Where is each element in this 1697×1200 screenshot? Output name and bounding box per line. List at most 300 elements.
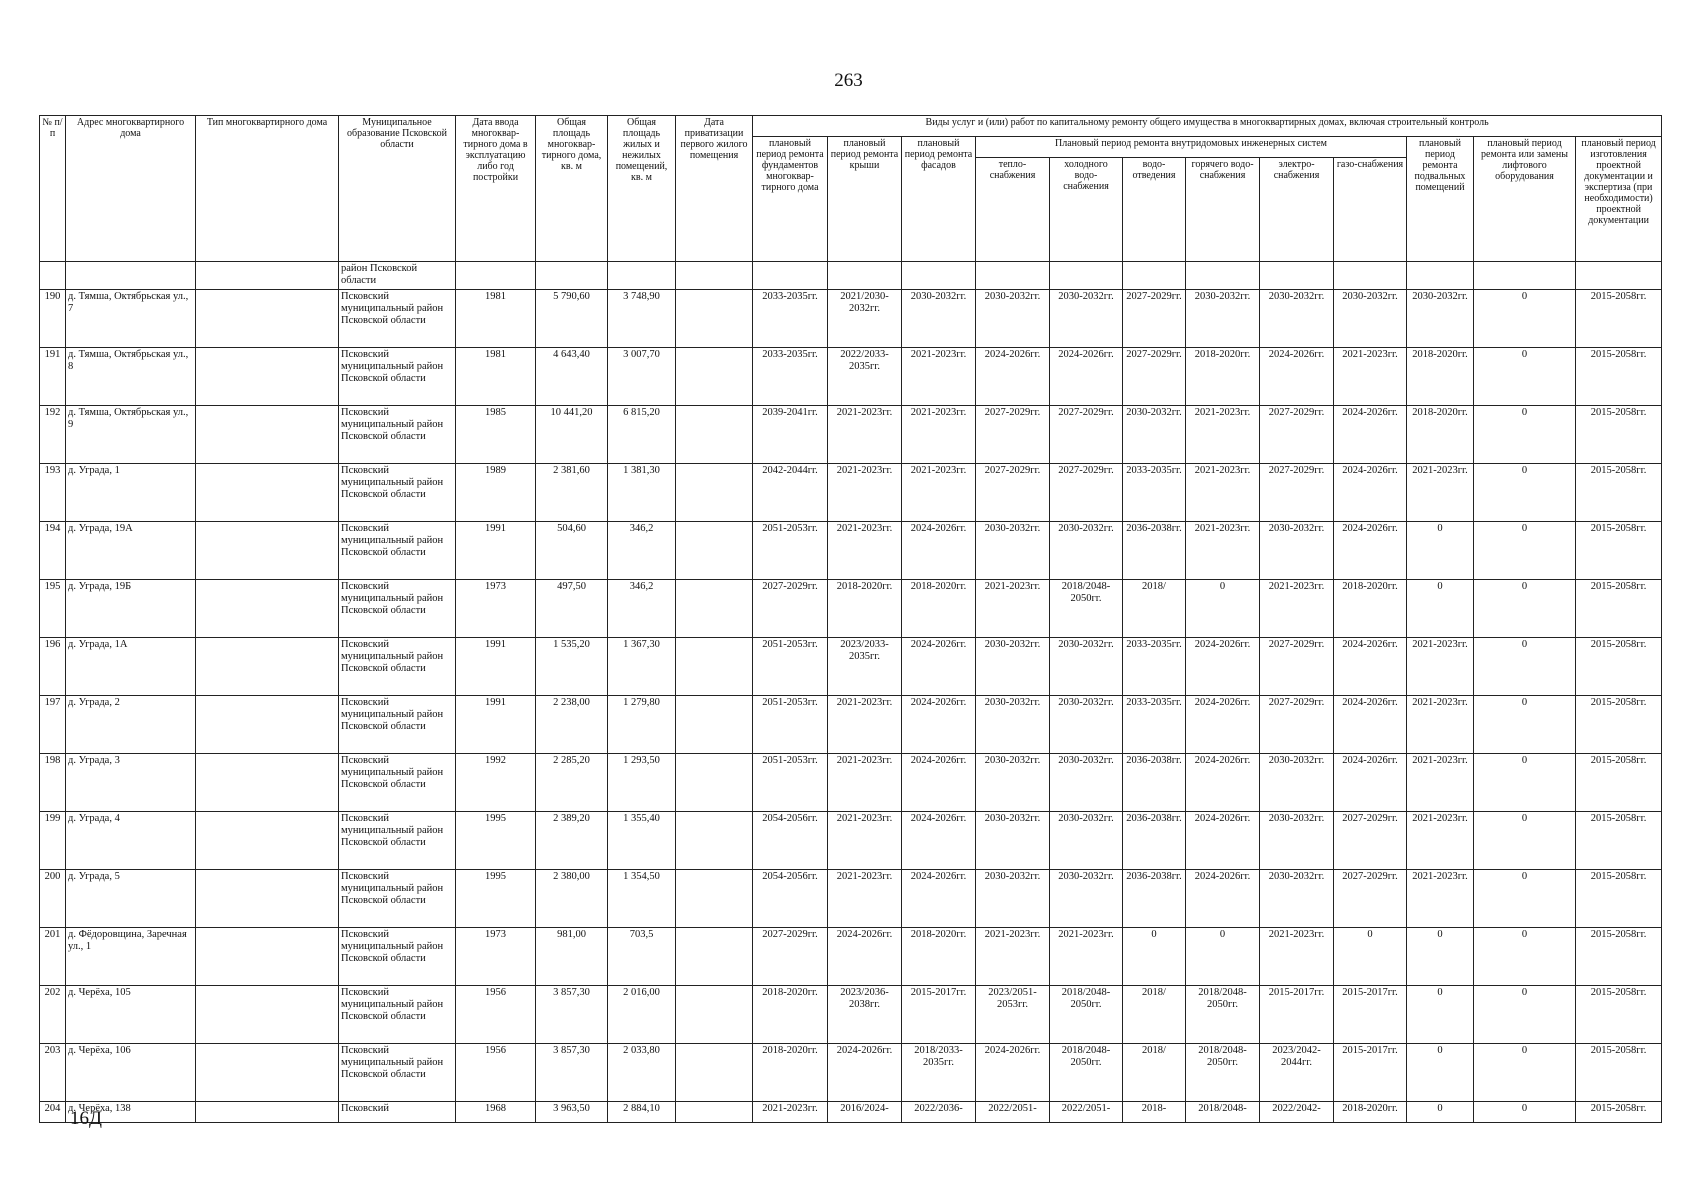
row-number: 200 [40, 870, 66, 928]
row-foundation: 2018-2020гг. [753, 986, 828, 1044]
row-roof: 2016/2024- [828, 1102, 902, 1123]
row-number: 192 [40, 406, 66, 464]
continuation-municipality: район Псковской области [339, 262, 456, 290]
row-hot-water: 2021-2023гг. [1186, 406, 1260, 464]
header-elevator: плановый период ремонта или замены лифтового оборудования [1474, 137, 1576, 262]
row-cold-water: 2021-2023гг. [1050, 928, 1123, 986]
row-number: 203 [40, 1044, 66, 1102]
row-foundation: 2042-2044гг. [753, 464, 828, 522]
row-heat: 2023/2051-2053гг. [976, 986, 1050, 1044]
row-type [196, 754, 339, 812]
row-cold-water: 2030-2032гг. [1050, 870, 1123, 928]
header-total-area: Общая площадь многоквар-тирного дома, кв. м [536, 116, 608, 262]
row-roof: 2021-2023гг. [828, 696, 902, 754]
row-premises-area: 1 381,30 [608, 464, 676, 522]
row-foundation: 2051-2053гг. [753, 754, 828, 812]
row-type [196, 638, 339, 696]
row-elevator: 0 [1474, 464, 1576, 522]
row-hot-water: 2018/2048-2050гг. [1186, 986, 1260, 1044]
row-number: 193 [40, 464, 66, 522]
row-number: 191 [40, 348, 66, 406]
row-address: д. Фёдоровщина, Заречная ул., 1 [66, 928, 196, 986]
row-design-docs: 2015-2058гг. [1576, 406, 1662, 464]
row-cold-water: 2027-2029гг. [1050, 464, 1123, 522]
row-type [196, 986, 339, 1044]
row-design-docs: 2015-2058гг. [1576, 464, 1662, 522]
row-type [196, 1102, 339, 1123]
header-facade: плановый период ремонта фасадов [902, 137, 976, 262]
row-gas: 2024-2026гг. [1334, 464, 1407, 522]
row-basement: 2018-2020гг. [1407, 406, 1474, 464]
table-row [40, 986, 1662, 1044]
row-gas: 2015-2017гг. [1334, 1044, 1407, 1102]
row-hot-water: 2024-2026гг. [1186, 696, 1260, 754]
row-roof: 2021-2023гг. [828, 754, 902, 812]
row-premises-area: 1 354,50 [608, 870, 676, 928]
row-cold-water: 2030-2032гг. [1050, 812, 1123, 870]
row-gas: 0 [1334, 928, 1407, 986]
row-hot-water: 2018/2048-2050гг. [1186, 1044, 1260, 1102]
row-basement: 2021-2023гг. [1407, 464, 1474, 522]
row-municipality: Псковский муниципальный район Псковской области [339, 986, 456, 1044]
row-heat: 2030-2032гг. [976, 290, 1050, 348]
row-premises-area: 1 293,50 [608, 754, 676, 812]
row-cold-water: 2030-2032гг. [1050, 754, 1123, 812]
row-number: 194 [40, 522, 66, 580]
row-premises-area: 3 007,70 [608, 348, 676, 406]
row-type [196, 928, 339, 986]
header-works-group: Виды услуг и (или) работ по капитальному ремонту общего имущества в многоквартирных домах, включая строительный контроль [753, 116, 1662, 137]
row-sewer: 2018- [1123, 1102, 1186, 1123]
row-total-area: 3 963,50 [536, 1102, 608, 1123]
row-hot-water: 0 [1186, 928, 1260, 986]
row-basement: 2021-2023гг. [1407, 754, 1474, 812]
row-facade: 2024-2026гг. [902, 870, 976, 928]
row-privatization [676, 870, 753, 928]
row-year: 1956 [456, 986, 536, 1044]
row-elevator: 0 [1474, 406, 1576, 464]
table-row [40, 754, 1662, 812]
row-premises-area: 1 367,30 [608, 638, 676, 696]
row-design-docs: 2015-2058гг. [1576, 754, 1662, 812]
row-privatization [676, 754, 753, 812]
row-total-area: 5 790,60 [536, 290, 608, 348]
table-row [40, 1044, 1662, 1102]
row-hot-water: 2021-2023гг. [1186, 464, 1260, 522]
header-municipality: Муниципальное образование Псковской области [339, 116, 456, 262]
row-design-docs: 2015-2058гг. [1576, 986, 1662, 1044]
table-row [40, 638, 1662, 696]
row-design-docs: 2015-2058гг. [1576, 1102, 1662, 1123]
row-municipality: Псковский [339, 1102, 456, 1123]
row-foundation: 2027-2029гг. [753, 928, 828, 986]
row-foundation: 2033-2035гг. [753, 348, 828, 406]
row-gas: 2018-2020гг. [1334, 1102, 1407, 1123]
row-gas: 2024-2026гг. [1334, 638, 1407, 696]
row-basement: 0 [1407, 1044, 1474, 1102]
row-facade: 2024-2026гг. [902, 754, 976, 812]
header-cold-water: холодного водо-снабжения [1050, 158, 1123, 262]
row-municipality: Псковский муниципальный район Псковской области [339, 870, 456, 928]
row-heat: 2030-2032гг. [976, 696, 1050, 754]
row-roof: 2021-2023гг. [828, 812, 902, 870]
row-total-area: 1 535,20 [536, 638, 608, 696]
row-sewer: 2033-2035гг. [1123, 464, 1186, 522]
row-total-area: 981,00 [536, 928, 608, 986]
row-sewer: 2036-2038гг. [1123, 754, 1186, 812]
table-row [40, 348, 1662, 406]
row-gas: 2024-2026гг. [1334, 522, 1407, 580]
row-address: д. Уграда, 19А [66, 522, 196, 580]
row-facade: 2021-2023гг. [902, 464, 976, 522]
header-roof: плановый период ремонта крыши [828, 137, 902, 262]
row-basement: 2021-2023гг. [1407, 638, 1474, 696]
row-facade: 2030-2032гг. [902, 290, 976, 348]
row-privatization [676, 290, 753, 348]
row-gas: 2024-2026гг. [1334, 406, 1407, 464]
row-year: 1991 [456, 696, 536, 754]
row-roof: 2023/2033-2035гг. [828, 638, 902, 696]
row-number: 197 [40, 696, 66, 754]
row-premises-area: 1 279,80 [608, 696, 676, 754]
row-electric: 2030-2032гг. [1260, 522, 1334, 580]
row-total-area: 2 238,00 [536, 696, 608, 754]
row-gas: 2018-2020гг. [1334, 580, 1407, 638]
row-elevator: 0 [1474, 812, 1576, 870]
row-heat: 2030-2032гг. [976, 638, 1050, 696]
row-municipality: Псковский муниципальный район Псковской области [339, 522, 456, 580]
row-foundation: 2039-2041гг. [753, 406, 828, 464]
row-electric: 2015-2017гг. [1260, 986, 1334, 1044]
row-gas: 2030-2032гг. [1334, 290, 1407, 348]
header-gas: газо-снабжения [1334, 158, 1407, 262]
row-design-docs: 2015-2058гг. [1576, 928, 1662, 986]
row-electric: 2030-2032гг. [1260, 870, 1334, 928]
row-type [196, 406, 339, 464]
row-hot-water: 2021-2023гг. [1186, 522, 1260, 580]
row-roof: 2021-2023гг. [828, 870, 902, 928]
row-electric: 2030-2032гг. [1260, 812, 1334, 870]
row-elevator: 0 [1474, 986, 1576, 1044]
row-number: 204 [40, 1102, 66, 1123]
row-cold-water: 2018/2048-2050гг. [1050, 986, 1123, 1044]
row-type [196, 870, 339, 928]
table-row [40, 406, 1662, 464]
header-type: Тип многоквартирного дома [196, 116, 339, 262]
row-cold-water: 2018/2048-2050гг. [1050, 580, 1123, 638]
row-elevator: 0 [1474, 696, 1576, 754]
row-electric: 2030-2032гг. [1260, 290, 1334, 348]
row-year: 1995 [456, 812, 536, 870]
row-heat: 2021-2023гг. [976, 580, 1050, 638]
row-design-docs: 2015-2058гг. [1576, 348, 1662, 406]
row-type [196, 812, 339, 870]
row-sewer: 0 [1123, 928, 1186, 986]
row-elevator: 0 [1474, 290, 1576, 348]
header-num: № п/п [40, 116, 66, 262]
row-privatization [676, 348, 753, 406]
row-sewer: 2018/ [1123, 580, 1186, 638]
row-cold-water: 2027-2029гг. [1050, 406, 1123, 464]
row-total-area: 10 441,20 [536, 406, 608, 464]
row-total-area: 2 389,20 [536, 812, 608, 870]
row-premises-area: 703,5 [608, 928, 676, 986]
row-foundation: 2033-2035гг. [753, 290, 828, 348]
row-total-area: 2 381,60 [536, 464, 608, 522]
table-row [40, 870, 1662, 928]
row-design-docs: 2015-2058гг. [1576, 870, 1662, 928]
row-number: 202 [40, 986, 66, 1044]
row-basement: 0 [1407, 928, 1474, 986]
row-sewer: 2027-2029гг. [1123, 348, 1186, 406]
row-heat: 2027-2029гг. [976, 464, 1050, 522]
row-heat: 2030-2032гг. [976, 870, 1050, 928]
row-basement: 2018-2020гг. [1407, 348, 1474, 406]
row-privatization [676, 1044, 753, 1102]
row-sewer: 2033-2035гг. [1123, 638, 1186, 696]
row-roof: 2022/2033-2035гг. [828, 348, 902, 406]
row-year: 1989 [456, 464, 536, 522]
row-privatization [676, 464, 753, 522]
row-municipality: Псковский муниципальный район Псковской области [339, 812, 456, 870]
row-facade: 2024-2026гг. [902, 638, 976, 696]
row-municipality: Псковский муниципальный район Псковской области [339, 696, 456, 754]
row-hot-water: 2018-2020гг. [1186, 348, 1260, 406]
row-electric: 2022/2042- [1260, 1102, 1334, 1123]
header-commissioning: Дата ввода многоквар-тирного дома в эксплуатацию либо год постройки [456, 116, 536, 262]
row-sewer: 2018/ [1123, 1044, 1186, 1102]
row-foundation: 2051-2053гг. [753, 638, 828, 696]
row-privatization [676, 696, 753, 754]
row-elevator: 0 [1474, 638, 1576, 696]
row-sewer: 2033-2035гг. [1123, 696, 1186, 754]
row-year: 1956 [456, 1044, 536, 1102]
row-facade: 2018-2020гг. [902, 928, 976, 986]
row-cold-water: 2030-2032гг. [1050, 522, 1123, 580]
row-premises-area: 346,2 [608, 522, 676, 580]
header-address: Адрес многоквартирного дома [66, 116, 196, 262]
row-premises-area: 2 016,00 [608, 986, 676, 1044]
row-elevator: 0 [1474, 348, 1576, 406]
row-foundation: 2051-2053гг. [753, 696, 828, 754]
row-hot-water: 2024-2026гг. [1186, 870, 1260, 928]
row-cold-water: 2030-2032гг. [1050, 696, 1123, 754]
row-privatization [676, 638, 753, 696]
row-year: 1991 [456, 522, 536, 580]
row-year: 1973 [456, 580, 536, 638]
row-roof: 2021-2023гг. [828, 522, 902, 580]
row-elevator: 0 [1474, 870, 1576, 928]
row-design-docs: 2015-2058гг. [1576, 812, 1662, 870]
row-premises-area: 2 884,10 [608, 1102, 676, 1123]
row-premises-area: 3 748,90 [608, 290, 676, 348]
row-address: д. Уграда, 5 [66, 870, 196, 928]
row-foundation: 2027-2029гг. [753, 580, 828, 638]
row-address: д. Черёха, 105 [66, 986, 196, 1044]
row-elevator: 0 [1474, 754, 1576, 812]
row-roof: 2021-2023гг. [828, 406, 902, 464]
row-roof: 2023/2036-2038гг. [828, 986, 902, 1044]
row-sewer: 2018/ [1123, 986, 1186, 1044]
row-elevator: 0 [1474, 1044, 1576, 1102]
row-roof: 2021/2030-2032гг. [828, 290, 902, 348]
row-sewer: 2036-2038гг. [1123, 522, 1186, 580]
header-privatization: Дата приватизации первого жилого помещения [676, 116, 753, 262]
row-premises-area: 2 033,80 [608, 1044, 676, 1102]
row-type [196, 290, 339, 348]
row-facade: 2018/2033-2035гг. [902, 1044, 976, 1102]
capital-repair-table [39, 115, 1662, 1123]
row-address: д. Уграда, 2 [66, 696, 196, 754]
row-year: 1985 [456, 406, 536, 464]
row-foundation: 2051-2053гг. [753, 522, 828, 580]
row-privatization [676, 928, 753, 986]
row-number: 201 [40, 928, 66, 986]
row-design-docs: 2015-2058гг. [1576, 522, 1662, 580]
row-cold-water: 2022/2051- [1050, 1102, 1123, 1123]
row-type [196, 522, 339, 580]
header-sewer: водо-отведения [1123, 158, 1186, 262]
row-facade: 2015-2017гг. [902, 986, 976, 1044]
row-address: д. Уграда, 19Б [66, 580, 196, 638]
row-facade: 2018-2020гг. [902, 580, 976, 638]
row-basement: 2021-2023гг. [1407, 870, 1474, 928]
row-privatization [676, 406, 753, 464]
footer-mark: 16Д [70, 1108, 102, 1129]
page-number: 263 [834, 70, 863, 91]
row-heat: 2030-2032гг. [976, 522, 1050, 580]
table-row [40, 464, 1662, 522]
row-electric: 2024-2026гг. [1260, 348, 1334, 406]
header-basement: плановый период ремонта подвальных помещений [1407, 137, 1474, 262]
row-total-area: 3 857,30 [536, 1044, 608, 1102]
row-roof: 2018-2020гг. [828, 580, 902, 638]
row-year: 1981 [456, 290, 536, 348]
row-type [196, 464, 339, 522]
header-heat: тепло-снабжения [976, 158, 1050, 262]
row-cold-water: 2030-2032гг. [1050, 638, 1123, 696]
row-gas: 2027-2029гг. [1334, 812, 1407, 870]
row-hot-water: 2024-2026гг. [1186, 812, 1260, 870]
row-year: 1991 [456, 638, 536, 696]
row-privatization [676, 1102, 753, 1123]
row-total-area: 2 285,20 [536, 754, 608, 812]
row-municipality: Псковский муниципальный район Псковской области [339, 638, 456, 696]
row-foundation: 2021-2023гг. [753, 1102, 828, 1123]
row-type [196, 348, 339, 406]
row-number: 190 [40, 290, 66, 348]
row-sewer: 2036-2038гг. [1123, 812, 1186, 870]
row-basement: 0 [1407, 522, 1474, 580]
table-row [40, 812, 1662, 870]
row-electric: 2021-2023гг. [1260, 928, 1334, 986]
row-facade: 2024-2026гг. [902, 812, 976, 870]
row-electric: 2027-2029гг. [1260, 464, 1334, 522]
row-number: 199 [40, 812, 66, 870]
row-municipality: Псковский муниципальный район Псковской области [339, 464, 456, 522]
table-row [40, 522, 1662, 580]
row-basement: 2021-2023гг. [1407, 812, 1474, 870]
row-gas: 2024-2026гг. [1334, 754, 1407, 812]
row-type [196, 1044, 339, 1102]
row-privatization [676, 986, 753, 1044]
row-foundation: 2054-2056гг. [753, 812, 828, 870]
row-cold-water: 2030-2032гг. [1050, 290, 1123, 348]
row-heat: 2022/2051- [976, 1102, 1050, 1123]
row-address: д. Тямша, Октябрьская ул., 8 [66, 348, 196, 406]
row-basement: 0 [1407, 1102, 1474, 1123]
row-design-docs: 2015-2058гг. [1576, 1044, 1662, 1102]
row-address: д. Уграда, 4 [66, 812, 196, 870]
row-municipality: Псковский муниципальный район Псковской области [339, 928, 456, 986]
row-elevator: 0 [1474, 928, 1576, 986]
row-facade: 2024-2026гг. [902, 696, 976, 754]
row-design-docs: 2015-2058гг. [1576, 580, 1662, 638]
row-total-area: 504,60 [536, 522, 608, 580]
row-address: д. Тямша, Октябрьская ул., 9 [66, 406, 196, 464]
row-basement: 2030-2032гг. [1407, 290, 1474, 348]
header-systems-group: Плановый период ремонта внутридомовых инженерных систем [976, 137, 1407, 158]
row-facade: 2021-2023гг. [902, 406, 976, 464]
row-foundation: 2054-2056гг. [753, 870, 828, 928]
row-municipality: Псковский муниципальный район Псковской области [339, 290, 456, 348]
row-premises-area: 1 355,40 [608, 812, 676, 870]
row-gas: 2015-2017гг. [1334, 986, 1407, 1044]
row-address: д. Уграда, 3 [66, 754, 196, 812]
row-gas: 2021-2023гг. [1334, 348, 1407, 406]
row-electric: 2023/2042-2044гг. [1260, 1044, 1334, 1102]
row-heat: 2024-2026гг. [976, 348, 1050, 406]
row-heat: 2030-2032гг. [976, 754, 1050, 812]
row-cold-water: 2018/2048-2050гг. [1050, 1044, 1123, 1102]
row-heat: 2027-2029гг. [976, 406, 1050, 464]
row-premises-area: 346,2 [608, 580, 676, 638]
row-gas: 2024-2026гг. [1334, 696, 1407, 754]
row-hot-water: 0 [1186, 580, 1260, 638]
row-year: 1992 [456, 754, 536, 812]
row-address: д. Тямша, Октябрьская ул., 7 [66, 290, 196, 348]
row-sewer: 2030-2032гг. [1123, 406, 1186, 464]
row-basement: 2021-2023гг. [1407, 696, 1474, 754]
continuation-row [40, 262, 1662, 290]
row-design-docs: 2015-2058гг. [1576, 290, 1662, 348]
row-heat: 2024-2026гг. [976, 1044, 1050, 1102]
header-foundation: плановый период ремонта фундаментов многоквар-тирного дома [753, 137, 828, 262]
row-sewer: 2027-2029гг. [1123, 290, 1186, 348]
row-hot-water: 2018/2048- [1186, 1102, 1260, 1123]
row-number: 196 [40, 638, 66, 696]
row-cold-water: 2024-2026гг. [1050, 348, 1123, 406]
row-heat: 2021-2023гг. [976, 928, 1050, 986]
row-foundation: 2018-2020гг. [753, 1044, 828, 1102]
row-electric: 2027-2029гг. [1260, 638, 1334, 696]
header-premises-area: Общая площадь жилых и нежилых помещений, кв. м [608, 116, 676, 262]
row-address: д. Уграда, 1А [66, 638, 196, 696]
row-facade: 2024-2026гг. [902, 522, 976, 580]
row-electric: 2027-2029гг. [1260, 696, 1334, 754]
row-total-area: 497,50 [536, 580, 608, 638]
row-address: д. Уграда, 1 [66, 464, 196, 522]
row-type [196, 696, 339, 754]
row-year: 1995 [456, 870, 536, 928]
row-municipality: Псковский муниципальный район Псковской области [339, 580, 456, 638]
table-row [40, 696, 1662, 754]
row-design-docs: 2015-2058гг. [1576, 638, 1662, 696]
row-elevator: 0 [1474, 522, 1576, 580]
row-electric: 2027-2029гг. [1260, 406, 1334, 464]
row-roof: 2021-2023гг. [828, 464, 902, 522]
row-basement: 0 [1407, 986, 1474, 1044]
